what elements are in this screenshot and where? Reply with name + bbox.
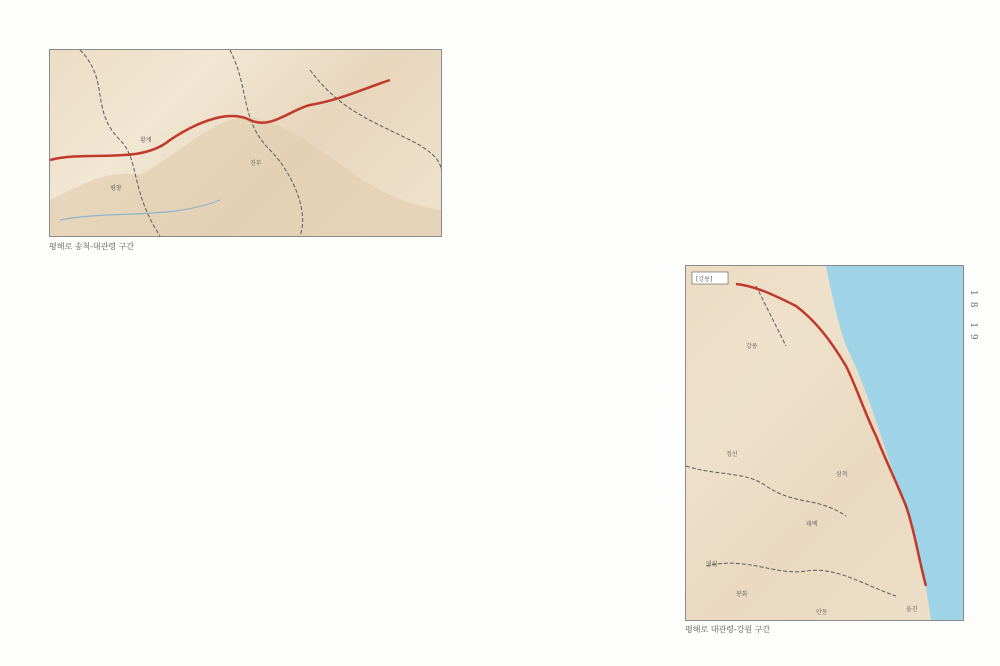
right-map-label-3: 삼척: [836, 471, 848, 478]
left-map-caption: 평해로 송척-대관령 구간: [49, 242, 135, 251]
right-body-text: [685, 130, 965, 225]
left-map-label-3: 평창: [110, 185, 122, 192]
right-map-graphic: [686, 266, 963, 620]
left-map-label-2: 진부: [250, 160, 262, 167]
right-map-label-1: 강릉: [746, 343, 758, 350]
right-map-label-4: 태백: [806, 521, 818, 528]
right-page: [500, 0, 1000, 666]
right-map-label-5: 영월: [706, 561, 718, 568]
right-map-label-2: 정선: [726, 451, 738, 458]
right-map-label-8: 울진: [906, 606, 918, 613]
page-numbers: 18 19: [968, 290, 978, 346]
left-map: [49, 49, 442, 237]
right-map-label-7: 안동: [816, 609, 828, 616]
right-map: [685, 265, 964, 621]
left-body-text: [49, 280, 440, 620]
right-map-label-6: 봉화: [736, 591, 748, 598]
route-box: [710, 42, 965, 117]
right-map-caption: 평해로 대관령-강원 구간: [685, 625, 771, 634]
right-map-inset-label: [강릉]: [696, 276, 713, 283]
left-map-label-1: 황계: [140, 137, 152, 144]
left-map-graphic: [50, 50, 441, 236]
